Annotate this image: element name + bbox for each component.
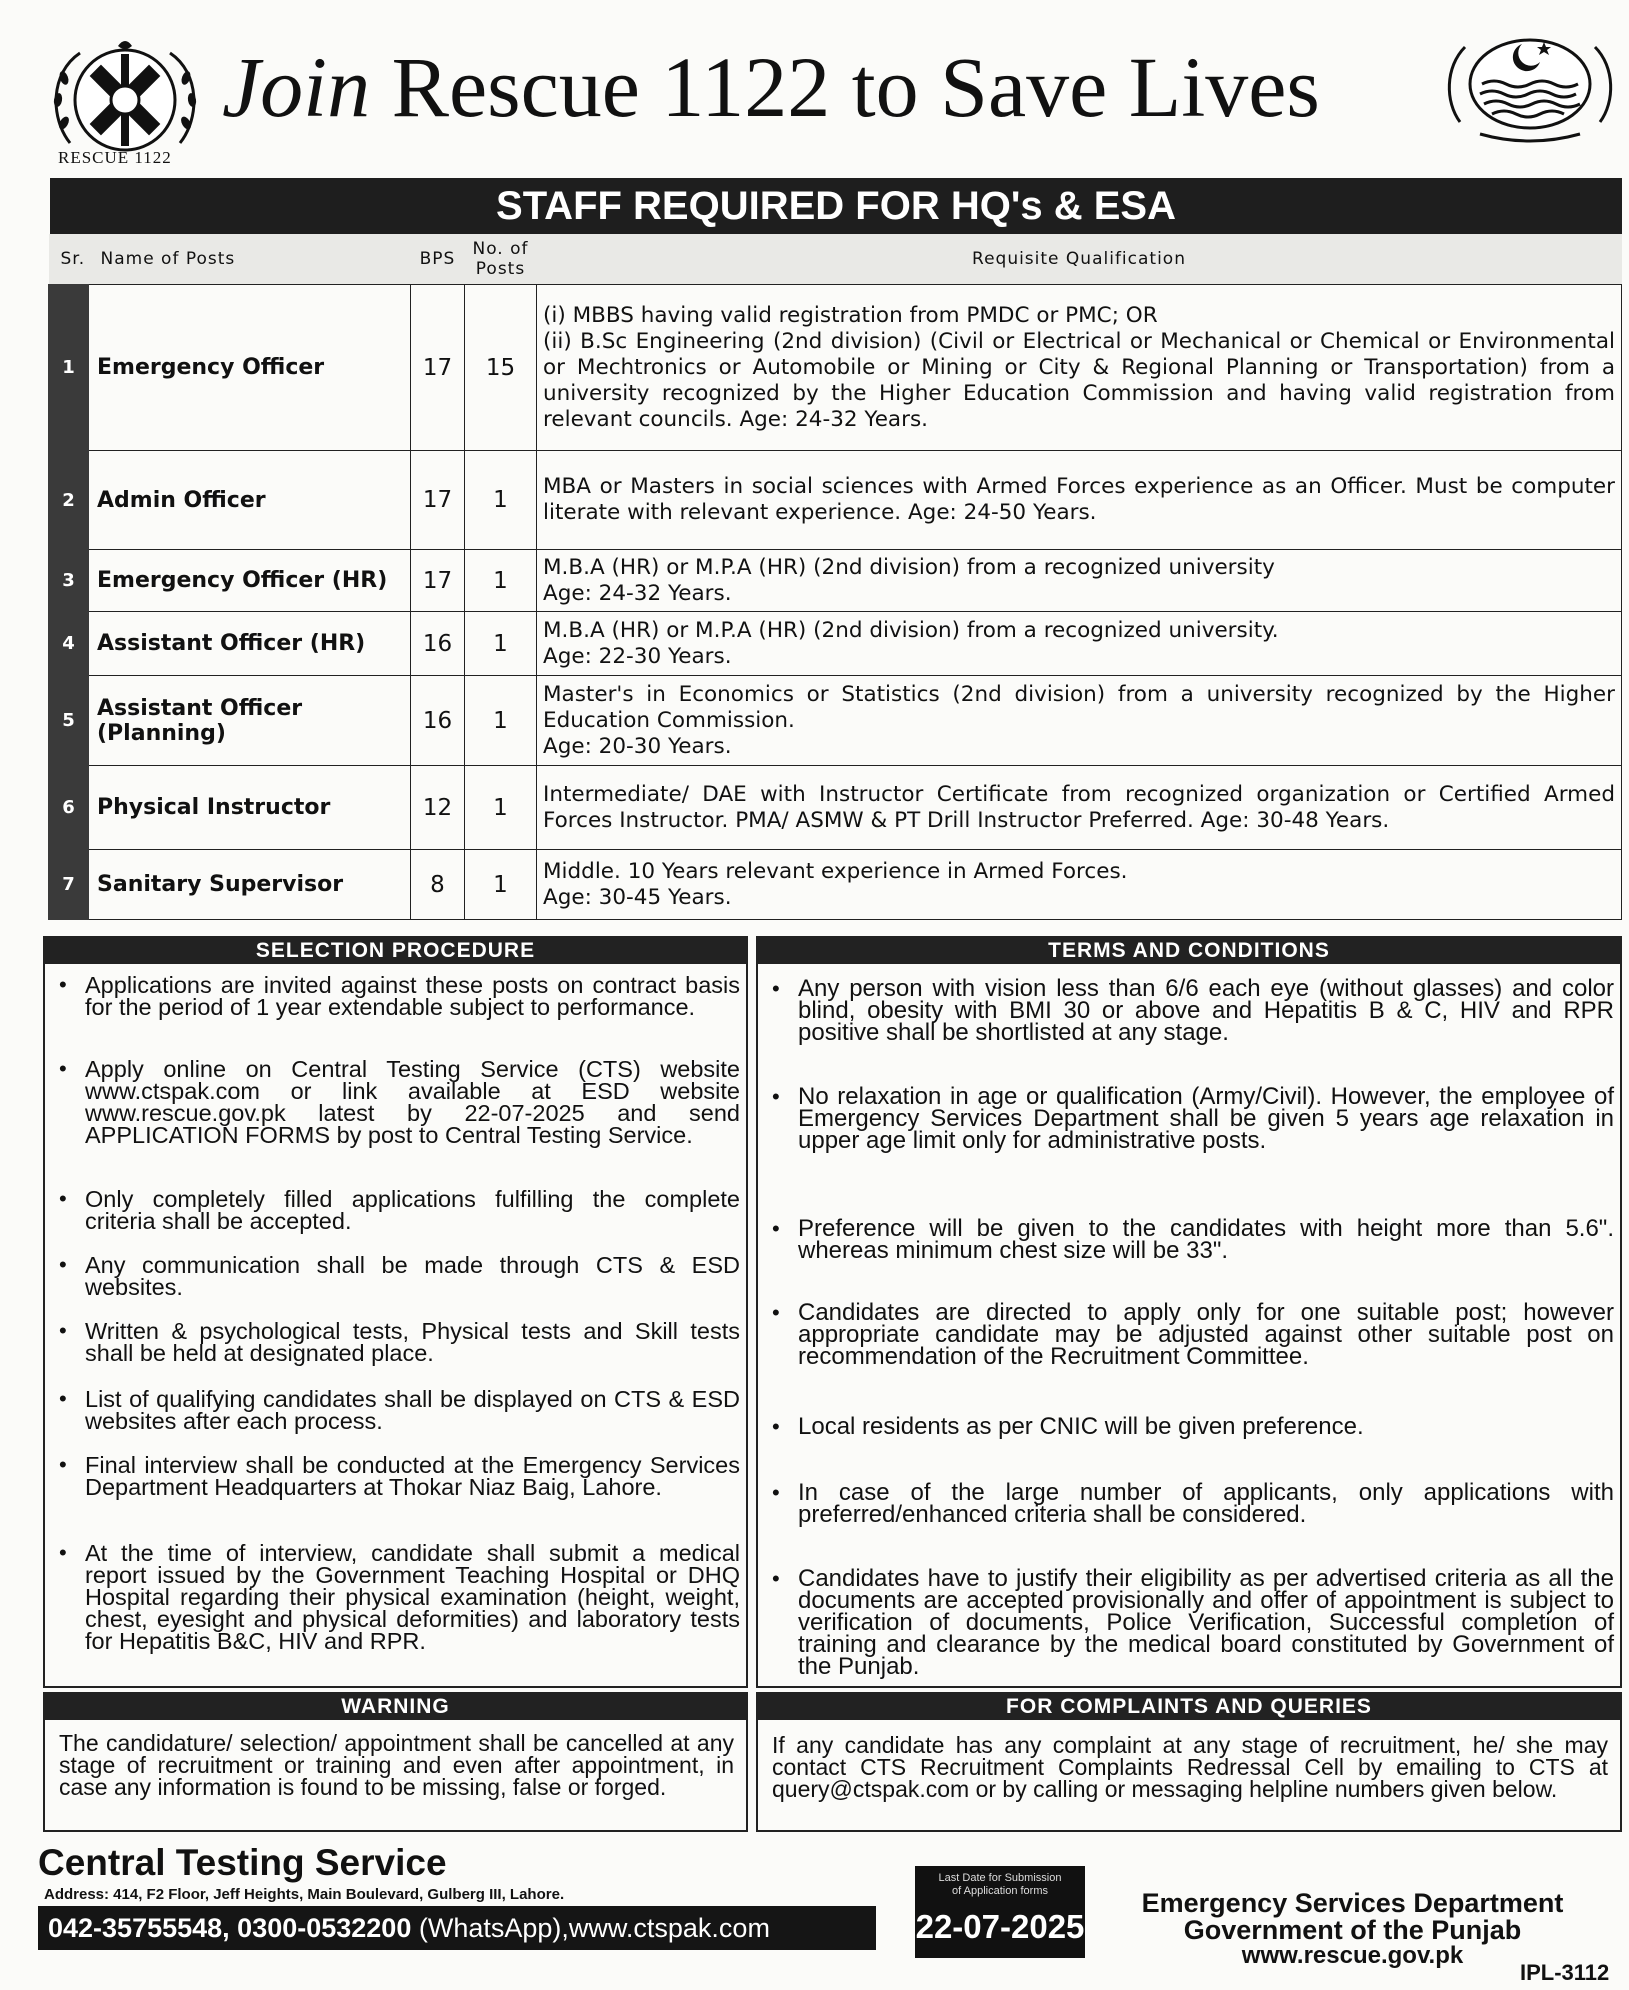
row-bps: 16 [411,676,465,766]
cts-name: Central Testing Service [38,1842,447,1883]
col-posts: No. of Posts [465,234,537,285]
cts-phones: 042-35755548, 0300-0532200 [48,1913,412,1943]
deadline-box [915,1866,1085,1958]
row-bps: 12 [411,766,465,850]
deadline-date: 22-07-2025 [915,1908,1085,1945]
headline [222,39,1320,135]
list-item: • Preference will be given to the candidates with height more than 5.6". whereas minimum chest size will be 33". [766,1218,1614,1262]
row-qualification: Intermediate/ DAE with Instructor Certificate from recognized organization or Certified Armed Forces Instructor. PMA/ ASMW & PT Drill Instructor Preferred. Age: 30-48 Years. [537,766,1622,850]
list-item: • Candidates have to justify their eligibility as per advertised criteria as all the documents are accepted provisionally and offer of appointment is subject to verification of documents, Police Verification, Successful completion of training and clearance by the medical board constituted by Government of the Punjab. [766,1568,1614,1678]
terms-conditions-title: TERMS AND CONDITIONS [758,938,1620,964]
cts-whatsapp-web: (WhatsApp),www.ctspak.com [411,1913,770,1943]
table-header-row [49,234,1622,285]
row-post-name: Physical Instructor [89,766,411,850]
list-item: • List of qualifying candidates shall be displayed on CTS & ESD websites after each process. [53,1388,740,1432]
list-item: • At the time of interview, candidate shall submit a medical report issued by the Government Teaching Hospital or DHQ Hospital regarding their physical examination (height, weight, chest, eyesight and physical deformities) and laboratory tests for Hepatitis B&C, HIV and RPR. [53,1542,740,1652]
row-posts: 1 [465,850,537,920]
list-item: • Candidates are directed to apply only for one suitable post; however appropriate candidate may be adjusted against other suitable post on recommendation of the Recruitment Committee. [766,1302,1614,1368]
row-posts: 1 [465,451,537,550]
complaints-title: FOR COMPLAINTS AND QUERIES [758,1694,1620,1720]
col-sr: Sr. [49,234,89,285]
list-item: • No relaxation in age or qualification (Army/Civil). However, the employee of Emergency Services Department shall be given 5 years age relaxation in upper age limit only for administrative posts. [766,1086,1614,1152]
row-qualification: (i) MBBS having valid registration from PMDC or PMC; OR (ii) B.Sc Engineering (2nd division) (Civil or Electrical or Mechanical or Chemical or Environmental or Mechtronics or Automobile or Mining or City & Regional Planning or Transportation) from a university recognized by the Higher Education Commission and having valid registration from relevant councils. Age: 24-32 Years. [537,285,1622,451]
row-sr: 4 [49,612,89,676]
row-posts: 1 [465,550,537,612]
row-post-name: Admin Officer [89,451,411,550]
table-row [49,451,1622,550]
list-item: • Written & psychological tests, Physical tests and Skill tests shall be held at designated place. [53,1320,740,1364]
row-qualification: M.B.A (HR) or M.P.A (HR) (2nd division) from a recognized university. Age: 22-30 Years. [537,612,1622,676]
row-sr: 2 [49,451,89,550]
row-bps: 16 [411,612,465,676]
complaints-box [756,1692,1622,1832]
row-sr: 7 [49,850,89,920]
emblem-caption: RESCUE 1122 [58,148,172,167]
row-bps: 17 [411,550,465,612]
posts-table [48,234,1622,920]
list-item: • Only completely filled applications fulfilling the complete criteria shall be accepted. [53,1188,740,1232]
row-sr: 3 [49,550,89,612]
list-item: • Local residents as per CNIC will be given preference. [766,1416,1614,1438]
selection-procedure-box [43,936,748,1688]
row-post-name: Emergency Officer (HR) [89,550,411,612]
row-post-name: Assistant Officer (HR) [89,612,411,676]
selection-procedure-title: SELECTION PROCEDURE [45,938,746,964]
row-sr: 1 [49,285,89,451]
list-item: • Any communication shall be made through CTS & ESD websites. [53,1254,740,1298]
row-qualification: MBA or Masters in social sciences with Armed Forces experience as an Officer. Must be computer literate with relevant experience. Age: 24-50 Years. [537,451,1622,550]
staff-required-title: STAFF REQUIRED FOR HQ's & ESA [50,178,1622,234]
terms-conditions-box [756,936,1622,1688]
row-posts: 1 [465,612,537,676]
table-row [49,612,1622,676]
row-posts: 1 [465,676,537,766]
complaints-text: If any candidate has any complaint at any stage of recruitment, he/ she may contact CTS Recruitment Complaints Redressal Cell by emailing to CTS at query@ctspak.com or by calling or messaging helpline numbers given below. [772,1732,1608,1802]
table-row [49,550,1622,612]
row-bps: 8 [411,850,465,920]
headline-join: Join [222,39,371,135]
cts-contact-bar [38,1906,876,1950]
ipl-code: IPL-3112 [1520,1960,1610,1985]
list-item: • In case of the large number of applicants, only applications with preferred/enhanced criteria shall be considered. [766,1482,1614,1526]
list-item: • Applications are invited against these posts on contract basis for the period of 1 year extendable subject to performance. [53,974,740,1018]
department-website: www.rescue.gov.pk [1241,1942,1464,1969]
row-post-name: Sanitary Supervisor [89,850,411,920]
row-post-name: Assistant Officer (Planning) [89,676,411,766]
table-row [49,676,1622,766]
row-post-name: Emergency Officer [89,285,411,451]
headline-rest: Rescue 1122 to Save Lives [370,39,1320,135]
row-qualification: Master's in Economics or Statistics (2nd division) from a university recognized by the Higher Education Commission. Age: 20-30 Years. [537,676,1622,766]
warning-text: The candidature/ selection/ appointment shall be cancelled at any stage of recruitment or training and even after appointment, in case any information is found to be missing, false or forged. [59,1730,734,1800]
government-name: Government of the Punjab [1183,1915,1522,1945]
col-bps: BPS [411,234,465,285]
row-sr: 5 [49,676,89,766]
list-item: • Apply online on Central Testing Service (CTS) website www.ctspak.com or link available at ESD website www.rescue.gov.pk latest by 22-07-2025 and send APPLICATION FORMS by post to Central Testing Service. [53,1058,740,1146]
col-qualification: Requisite Qualification [537,234,1622,285]
row-posts: 1 [465,766,537,850]
col-name: Name of Posts [89,234,411,285]
list-item: • Final interview shall be conducted at the Emergency Services Department Headquarters at Thokar Niaz Baig, Lahore. [53,1454,740,1498]
row-bps: 17 [411,285,465,451]
row-sr: 6 [49,766,89,850]
row-posts: 15 [465,285,537,451]
row-qualification: Middle. 10 Years relevant experience in Armed Forces. Age: 30-45 Years. [537,850,1622,920]
punjab-government-emblem [1440,22,1620,147]
deadline-label: Last Date for Submission of Application forms [938,1872,1062,1897]
row-qualification: M.B.A (HR) or M.P.A (HR) (2nd division) from a recognized university Age: 24-32 Years. [537,550,1622,612]
cts-address: Address: 414, F2 Floor, Jeff Heights, Main Boulevard, Gulberg III, Lahore. [44,1886,565,1903]
list-item: • Any person with vision less than 6/6 each eye (without glasses) and color blind, obesity with BMI 30 or above and Hepatitis B & C, HIV and RPR positive shall be shortlisted at any stage. [766,978,1614,1044]
row-bps: 17 [411,451,465,550]
warning-title: WARNING [45,1694,746,1720]
warning-box [43,1692,748,1832]
rescue-1122-emblem [40,28,210,168]
department-name: Emergency Services Department [1141,1888,1564,1918]
table-row [49,285,1622,451]
table-row [49,850,1622,920]
table-row [49,766,1622,850]
